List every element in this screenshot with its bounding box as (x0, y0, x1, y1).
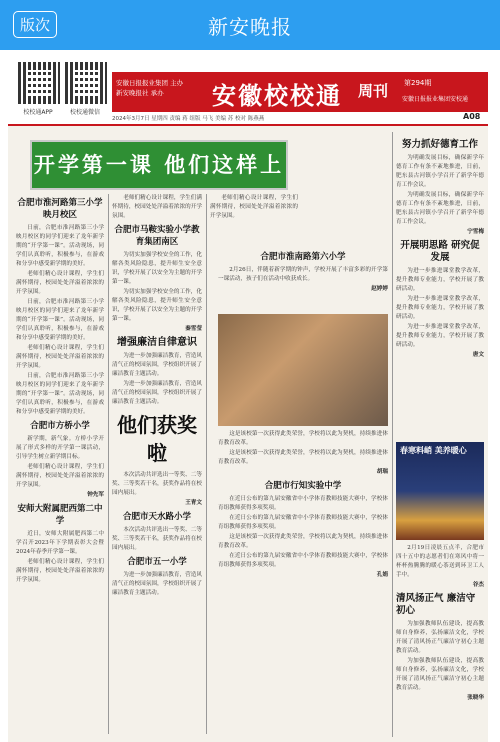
headline-box (30, 140, 288, 190)
article-body: 为进一步推进课堂教学改革，提升教师专业能力，学校开展了教研活动。 (396, 296, 484, 320)
article-body: 为加强教师队伍建设，提高教师自身修养，弘扬廉洁文化，学校开展了清风扬正气廉洁守初心主题教育活动。 (396, 621, 484, 654)
dateline: 2024年3月7日 星期四 责编 蒋 组版 马飞 美编 苏 校对 陈燕燕 (112, 116, 265, 122)
column-2 (112, 194, 202, 739)
article-body: 为进一步推进课堂教学改革，提升教师专业能力，学校开展了教研活动。 (396, 324, 484, 348)
org-line-1: 安徽日报报业集团 主办 (116, 79, 184, 87)
article-body: 这是该校第一次获得此类荣誉，学校将以此为契机，持续推进体育教育改革。 (218, 431, 388, 446)
column-4 (218, 248, 388, 308)
article-body: 在近日公布的第九届安徽省中小学体育教师技能大赛中，学校体育组教师获得多项奖项。 (218, 553, 388, 568)
article-author: 王青文 (185, 500, 202, 506)
article-title: 合肥市淮南路第六小学 (260, 252, 346, 262)
article-body: 近日，安师大附属肥西第二中学召开2023年下学期表彰大会暨2024年春季开学第一课。 (16, 531, 104, 555)
article-body: 老师们精心设计课程，学生们满怀期待，校园处处洋溢着浓浓的开学氛围。 (16, 345, 104, 369)
article-title: 合肥市方桥小学 (30, 421, 90, 431)
article-body: 在近日公布的第九届安徽省中小学体育教师技能大赛中，学校体育组教师获得多项奖项。 (218, 515, 388, 530)
qr-label-wechat: 校校通微信 (69, 109, 100, 116)
page-number: A08 (463, 112, 481, 121)
article-author: 谷杰 (472, 582, 484, 588)
article-body: 为加强教师队伍建设，提高教师自身修养，弘扬廉洁文化，学校开展了清风扬正气廉洁守初心主题教育活动。 (396, 658, 484, 691)
article-body: 日前，合肥市淮河路第三小学映月校区的同学们迎来了龙年新学期的“开学第一课”。活动现场，同学们认真聆听，积极参与，在游戏和分享中感受新学期的美好。 (16, 299, 104, 341)
article-body: 日前，合肥市淮河路第三小学映月校区的同学们迎来了龙年新学期的“开学第一课”。活动现场，同学们认真聆听，积极参与，在游戏和分享中感受新学期的美好。 (16, 225, 104, 267)
org-line-2: 新安晚报社 承办 (116, 89, 164, 97)
article-title: 合肥市天水路小学 (122, 512, 191, 522)
article-body: 为明确发展目标，确保新学年德育工作有条不紊地推进，日前，肥东县古河镇小学召开了新学年德育工作会议。 (396, 192, 484, 225)
article-body: 本次活动共评选出一等奖、二等奖、三等奖若干名，获奖作品将在校园内展出。 (112, 527, 202, 551)
article-author: 赵婷婷 (371, 286, 388, 292)
column-divider (108, 194, 109, 734)
article-title: 努力抓好德育工作 (401, 139, 478, 150)
article-body: 日前，合肥市淮河路第三小学映月校区的同学们迎来了龙年新学期的“开学第一课”。活动现场，同学们认真聆听，积极参与，在游戏和分享中感受新学期的美好。 (16, 373, 104, 415)
article-body: 老师们精心设计课程，学生们满怀期待，校园处处洋溢着浓浓的开学氛围。 (112, 195, 202, 219)
column-4-lower (218, 430, 388, 738)
article-body: 为进一步推进课堂教学改革，提升教师专业能力，学校开展了教研活动。 (396, 268, 484, 292)
article-title: 合肥市行知实验中学 (264, 481, 342, 491)
banner-issue: 第294期 (404, 79, 432, 87)
banner-org (116, 78, 204, 98)
masthead-rule (8, 124, 488, 126)
article-title: 合肥市马鞍实验小学教育集团南区 (114, 225, 200, 247)
masthead (8, 52, 488, 124)
article-body: 这是该校第一次获得此类荣誉，学校将以此为契机，持续推进体育教育改革。 (218, 450, 388, 465)
banner-title: 安徽校校通 (212, 82, 342, 110)
award-headline: 他们获奖啦 (117, 413, 197, 465)
article-title: 清风扬正气 廉洁守初心 (396, 593, 476, 616)
article-title: 合肥市淮河路第三小学映月校区 (17, 198, 103, 220)
article-author: 秦雪莹 (185, 326, 202, 332)
article-body: 2月26日，伴随着新学期的钟声，学校开展了丰富多彩的开学第一课活动，孩子们在活动中收获成长。 (218, 267, 388, 282)
article-body: 本次活动共评选出一等奖、二等奖、三等奖若干名，获奖作品将在校园内展出。 (112, 472, 202, 496)
article-body: 为明确发展目标，确保新学年德育工作有条不紊地推进，日前，肥东县古河镇小学召开了新学年德育工作会议。 (396, 155, 484, 188)
masthead-banner (112, 72, 488, 112)
article-author: 孔娟 (376, 572, 388, 578)
school-photo (218, 314, 388, 426)
article-body: 为切实加强学校安全的工作，化解各类风险隐患，提升师生安全意识，学校开展了以安全为主题的开学第一课。 (112, 289, 202, 322)
article-body: 这是该校第一次获得此类荣誉，学校将以此为契机，持续推进体育教育改革。 (218, 534, 388, 549)
column-1 (16, 194, 104, 739)
article-author: 钟先军 (87, 492, 104, 498)
photo-caption: 春寒料峭 美养暖心 (400, 446, 467, 455)
article-author: 宁雪梅 (467, 229, 484, 235)
article-body: 老师们精心设计课程，学生们满怀期待，校园处处洋溢着浓浓的开学氛围。 (16, 464, 104, 488)
article-title: 开展明思路 研究促发展 (400, 240, 480, 263)
app-topbar (0, 0, 500, 50)
banner-sub: 安徽日报报业集团安校通 (402, 96, 469, 103)
photo-description: 2月19日凌晨五点半，合肥市四十五中的志愿者们在寒风中将一杯杯热腾腾的暖心茶送到环卫工人手中。 (396, 545, 484, 578)
article-body: 老师们精心设计课程，学生们满怀期待，校园处处洋溢着浓浓的开学氛围。 (16, 271, 104, 295)
main-headline: 开学第一课 他们这样上 (33, 153, 285, 177)
article-body: 为进一步加强廉洁教育，营造风清气正的校园氛围，学校组织开展了廉洁教育主题活动。 (112, 572, 202, 596)
article-body: 老师们精心设计课程，学生们满怀期待，校园处处洋溢着浓浓的开学氛围。 (210, 195, 298, 219)
column-divider (206, 194, 207, 734)
article-body: 为进一步加强廉洁教育，营造风清气正的校园氛围，学校组织开展了廉洁教育主题活动。 (112, 381, 202, 405)
edition-tab-button[interactable]: 版次 (13, 11, 57, 38)
article-body: 老师们精心设计课程，学生们满怀期待，校园处处洋溢着浓浓的开学氛围。 (16, 559, 104, 583)
article-title: 合肥市五一小学 (127, 557, 187, 567)
article-author: 张晓华 (467, 695, 484, 701)
qr-label-app: 校校通APP (23, 109, 53, 116)
article-title: 安师大附属肥西第二中学 (17, 504, 103, 526)
app-title: 新安晚报 (208, 15, 292, 39)
banner-weekly: 周刊 (358, 82, 389, 100)
article-author: 胡瑞 (376, 469, 388, 475)
article-body: 在近日公布的第九届安徽省中小学体育教师技能大赛中，学校体育组教师获得多项奖项。 (218, 496, 388, 511)
column-divider (392, 132, 393, 737)
article-body: 为进一步加强廉洁教育，营造风清气正的校园氛围，学校组织开展了廉洁教育主题活动。 (112, 353, 202, 377)
column-5 (396, 136, 484, 436)
column-5-lower (396, 544, 484, 739)
qr-code-wechat (65, 62, 107, 104)
article-body: 为切实加强学校安全的工作，化解各类风险隐患，提升师生安全意识，学校开展了以安全为主题的开学第一课。 (112, 252, 202, 285)
article-title: 增强廉洁自律意识 (117, 337, 197, 348)
volunteer-photo (396, 442, 484, 540)
article-author: 唐文 (472, 352, 484, 358)
article-body: 新学期，新气象。方桥小学开展了形式多样的开学第一课活动，引导学生树立新学期目标。 (16, 436, 104, 460)
newspaper-page[interactable] (8, 52, 488, 742)
qr-code-app (18, 62, 60, 104)
